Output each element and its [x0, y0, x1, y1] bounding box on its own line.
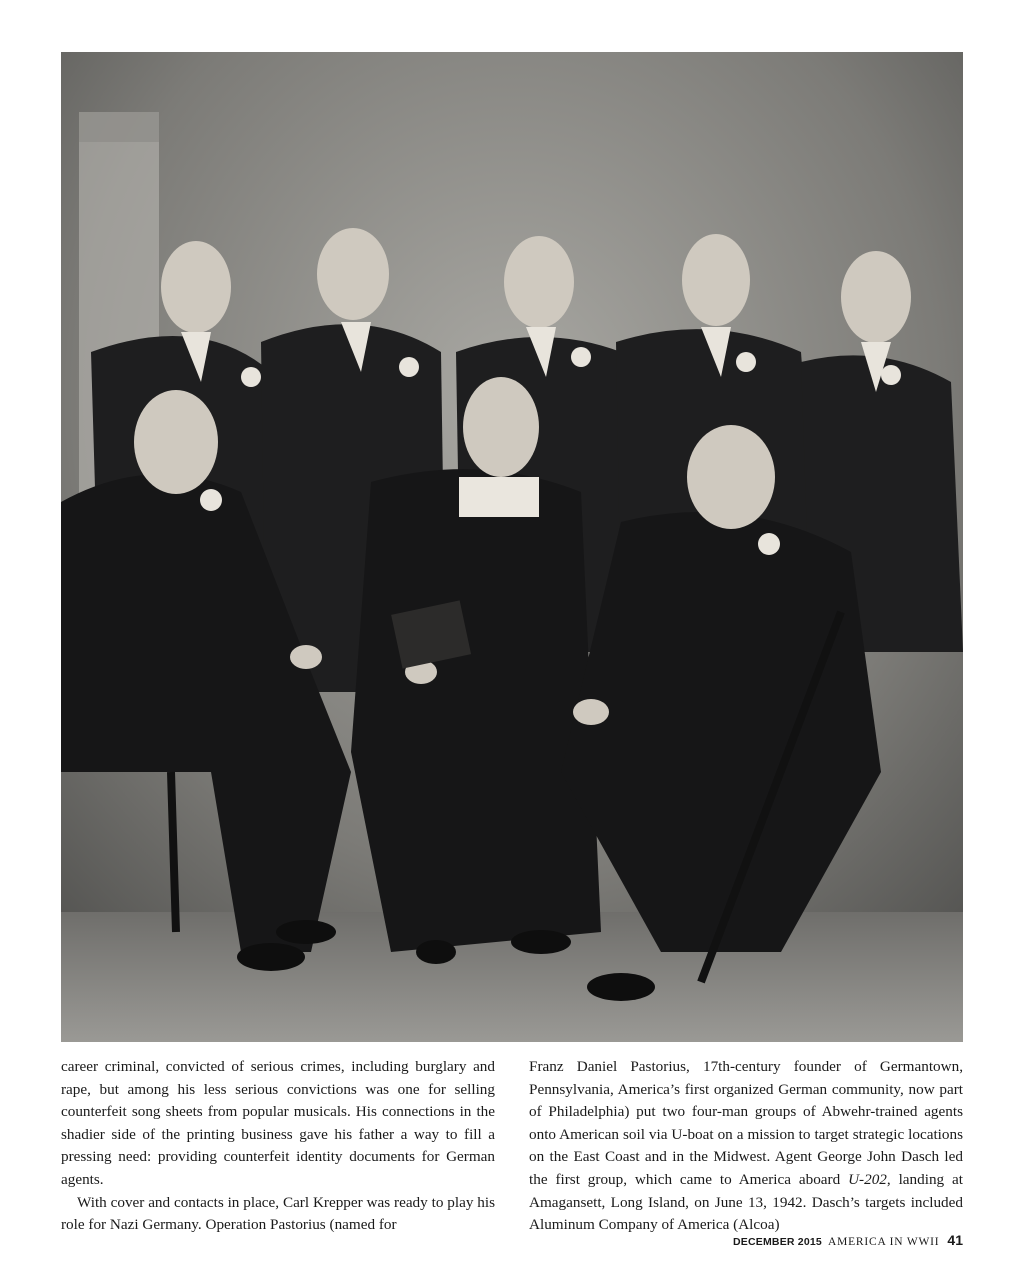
group-portrait-image	[61, 52, 963, 1042]
issue-date: DECEMBER 2015	[733, 1236, 822, 1248]
article-column-right	[529, 1056, 963, 1237]
paragraph: With cover and contacts in place, Carl Krepper was ready to play his role for Nazi Germany. Operation Pastorius (named for	[61, 1193, 495, 1234]
text-run: , landing at Amagansett, Long Island, on June 13, 1942. Dasch’s targets included Aluminum Company of America (Alcoa)	[529, 1170, 963, 1234]
page-number: 41	[947, 1232, 963, 1248]
uboat-name: U-202	[848, 1170, 887, 1188]
group-portrait-photo	[61, 52, 963, 1042]
paragraph: career criminal, convicted of serious crimes, including burglary and rape, but among his less serious convictions was one for selling counterfeit song sheets from popular musicals. His connections in the shadier side of the printing business gave his father a way to fill a pressing need: providing counterfeit identity documents for German agents.	[61, 1058, 495, 1188]
paragraph	[529, 1056, 963, 1237]
article-column-left	[61, 1056, 495, 1237]
page-footer	[733, 1232, 963, 1248]
text-run: Franz Daniel Pastorius, 17th-century founder of Germantown, Pennsylvania, America’s first organized German community, now part of Philadelphia) put two four-man groups of Abwehr-trained agents onto American soil via U-boat on a mission to target strategic locations on the East Coast and in the Midwest. Agent George John Dasch led the first group, which came to America aboard	[529, 1058, 963, 1188]
magazine-name: AMERICA IN WWII	[827, 1236, 940, 1248]
